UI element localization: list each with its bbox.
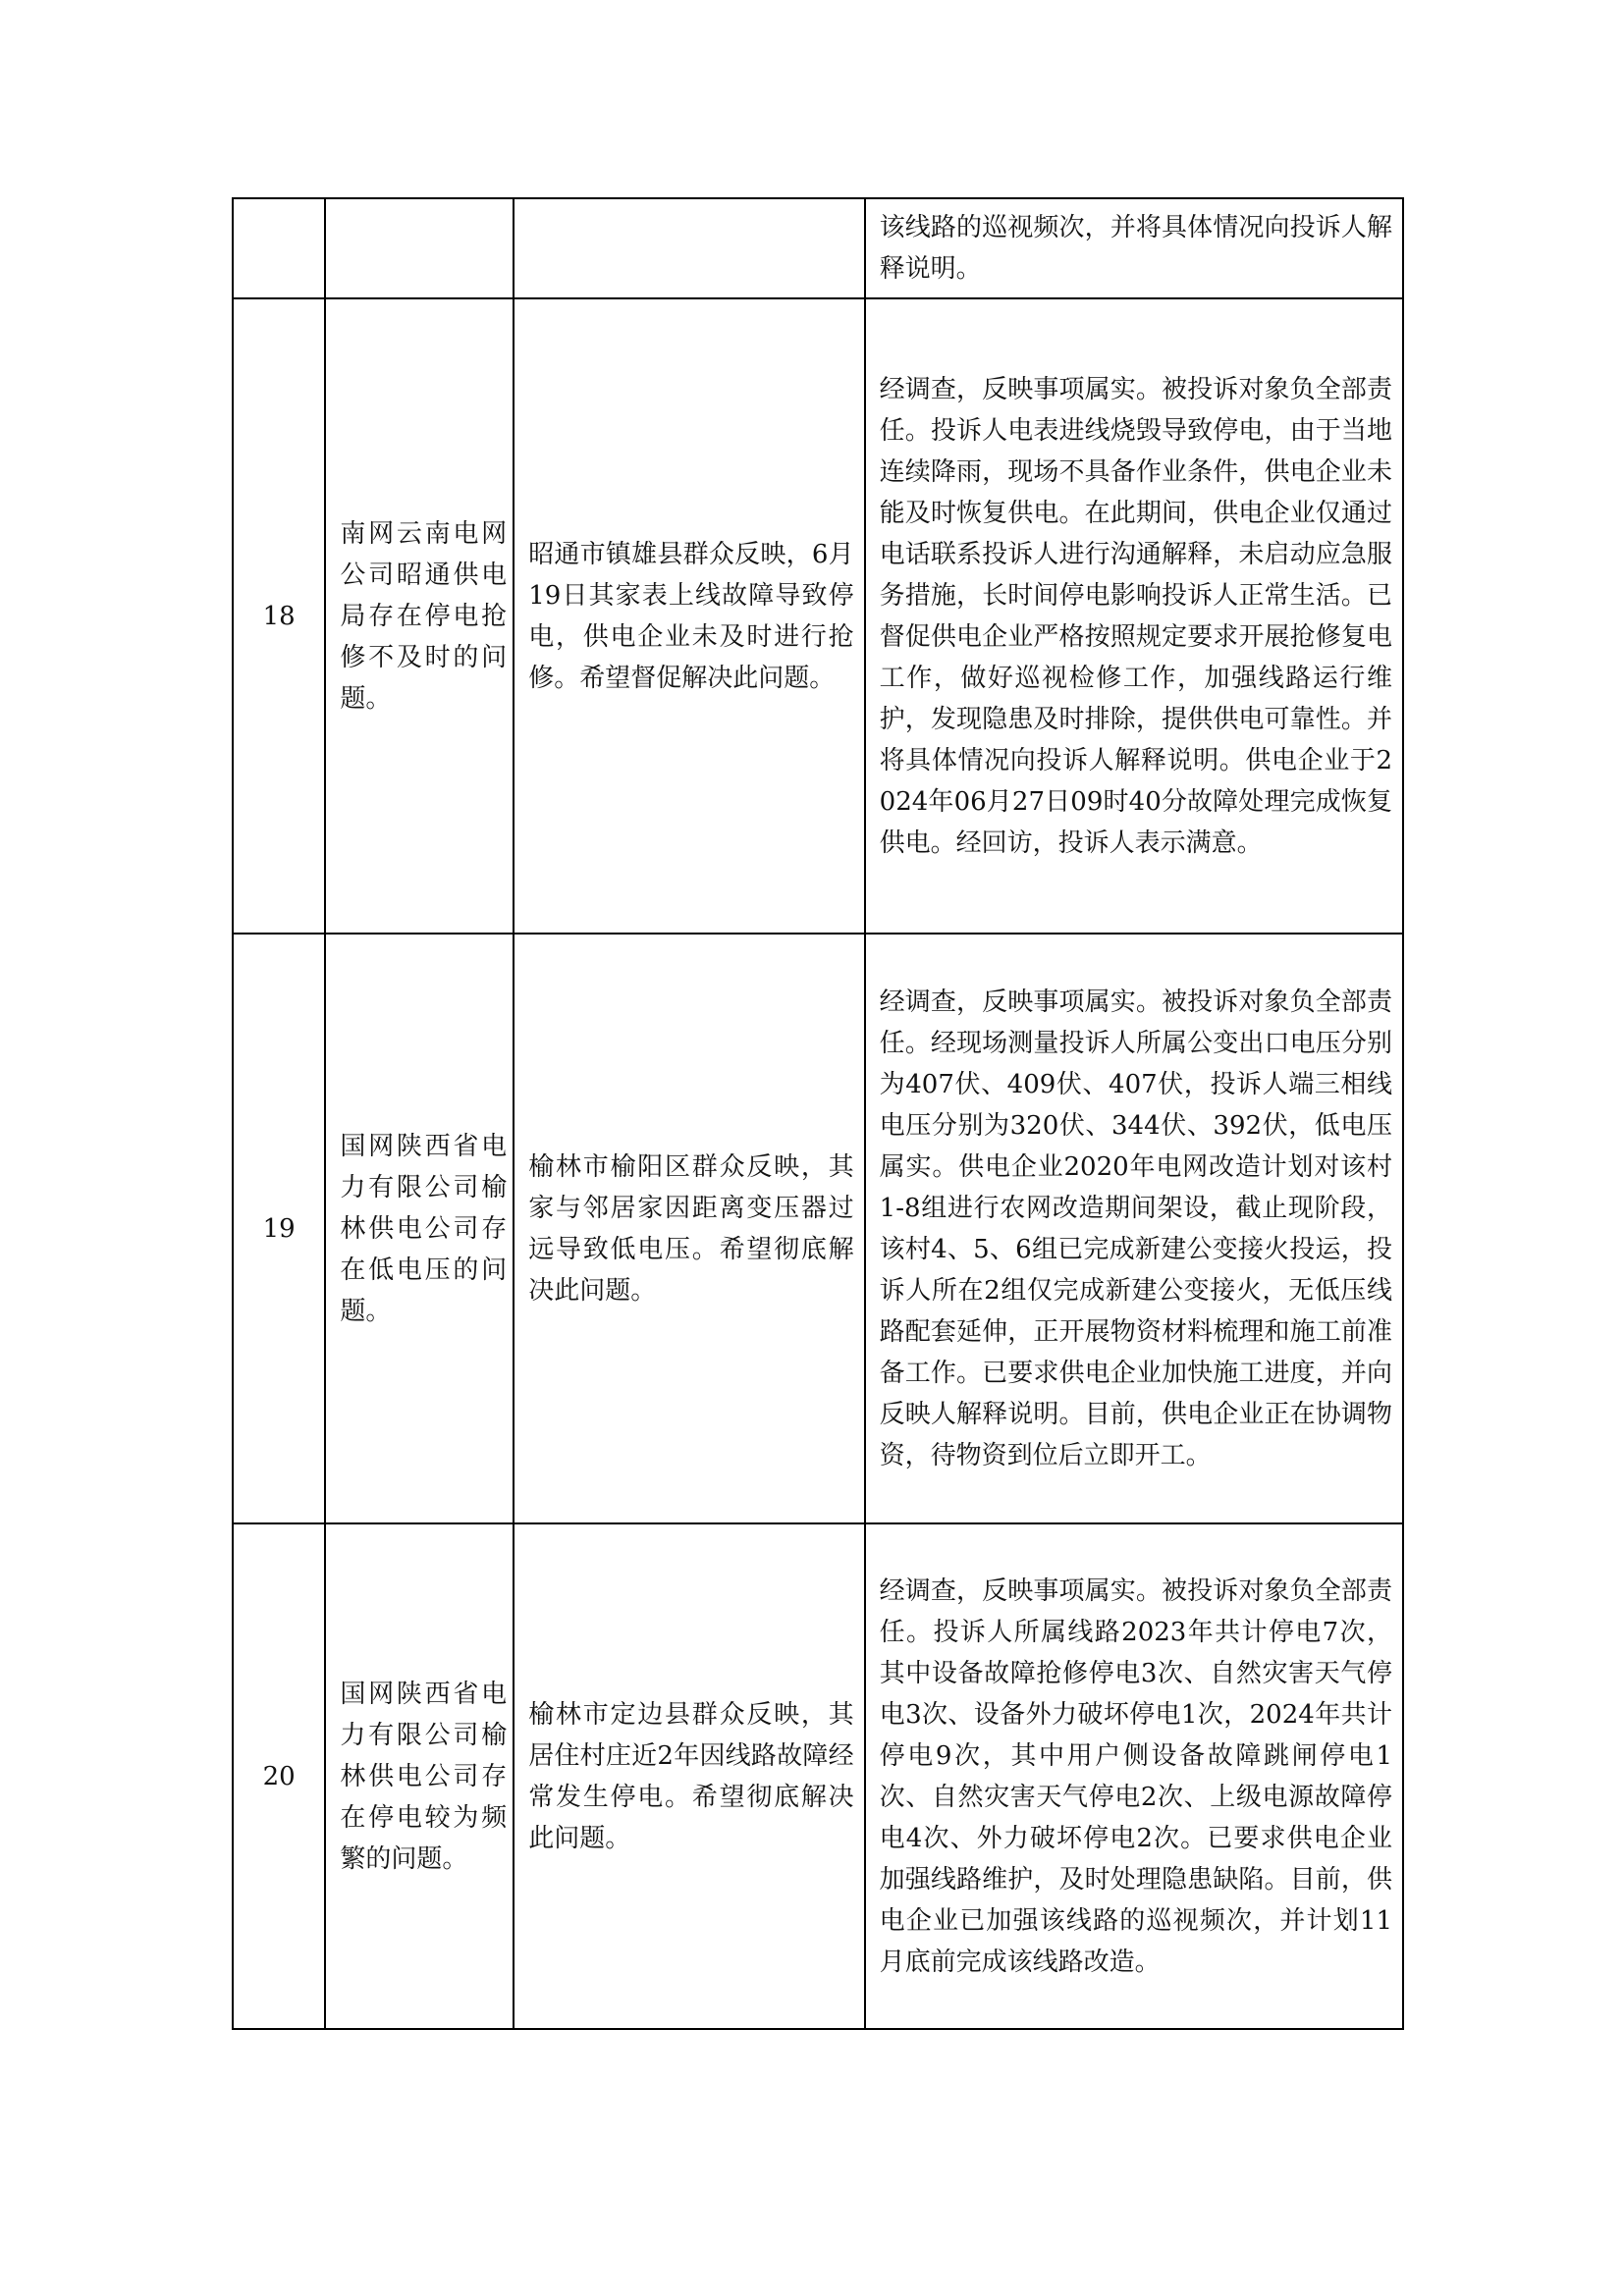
row-number-cell [233, 934, 325, 1523]
row-number: 20 [262, 1761, 296, 1791]
row-number-cell [233, 298, 325, 934]
issue-cell [514, 1523, 864, 2029]
complaint-target: 南网云南电网公司昭通供电局存在停电抢修不及时的问题。 [340, 518, 508, 714]
row-number-cell [233, 198, 325, 298]
table-row-18 [233, 298, 1403, 934]
target-cell [325, 934, 514, 1523]
handling-result: 经调查，反映事项属实。被投诉对象负全部责任。经现场测量投诉人所属公变出口电压分别为407伏、409伏、407伏，投诉人端三相线电压分别为320伏、344伏、392伏，低电压属实。供电企业2020年电网改造计划对该村1-8组进行农网改造期间架设，截止现阶段，该村4、5、6组已完成新建公变接火投运，投诉人所在2组仅完成新建公变接火，无低压线路配套延伸，正开展物资材料梳理和施工前准备工作。已要求供电企业加快施工进度，并向反映人解释说明。目前，供电企业正在协调物资，待物资到位后立即开工。 [879, 987, 1392, 1470]
issue-cell [514, 934, 864, 1523]
handling-result: 经调查，反映事项属实。被投诉对象负全部责任。投诉人电表进线烧毁导致停电，由于当地连续降雨，现场不具备作业条件，供电企业未能及时恢复供电。在此期间，供电企业仅通过电话联系投诉人进行沟通解释，未启动应急服务措施，长时间停电影响投诉人正常生活。已督促供电企业严格按照规定要求开展抢修复电工作，做好巡视检修工作，加强线路运行维护，发现隐患及时排除，提供供电可靠性。并将具体情况向投诉人解释说明。供电企业于2024年06月27日09时40分故障处理完成恢复供电。经回访，投诉人表示满意。 [879, 374, 1392, 858]
complaint-target: 国网陕西省电力有限公司榆林供电公司存在低电压的问题。 [340, 1131, 508, 1326]
row-number-cell [233, 1523, 325, 2029]
table-row-continued [233, 198, 1403, 298]
handling-result: 经调查，反映事项属实。被投诉对象负全部责任。投诉人所属线路2023年共计停电7次，其中设备故障抢修停电3次、自然灾害天气停电3次、设备外力破坏停电1次，2024年共计停电9次，其中用户侧设备故障跳闸停电1次、自然灾害天气停电2次、上级电源故障停电4次、外力破坏停电2次。已要求供电企业加强线路维护，及时处理隐患缺陷。目前，供电企业已加强该线路的巡视频次，并计划11月底前完成该线路改造。 [879, 1575, 1392, 1977]
table-row-20 [233, 1523, 1403, 2029]
issue-cell [514, 198, 864, 298]
result-cell [865, 298, 1403, 934]
target-cell [325, 198, 514, 298]
complaint-issue: 榆林市定边县群众反映，其居住村庄近2年因线路故障经常发生停电。希望彻底解决此问题。 [528, 1699, 854, 1853]
complaint-issue: 昭通市镇雄县群众反映，6月19日其家表上线故障导致停电，供电企业未及时进行抢修。希望督促解决此问题。 [528, 539, 854, 693]
row-number: 18 [262, 601, 296, 631]
result-cell [865, 198, 1403, 298]
issue-cell [514, 298, 864, 934]
complaint-table [232, 197, 1404, 2030]
result-cell [865, 934, 1403, 1523]
target-cell [325, 1523, 514, 2029]
result-cell [865, 1523, 1403, 2029]
table-row-19 [233, 934, 1403, 1523]
target-cell [325, 298, 514, 934]
row-number: 19 [262, 1213, 296, 1244]
handling-result: 该线路的巡视频次，并将具体情况向投诉人解释说明。 [879, 213, 1392, 284]
complaint-target: 国网陕西省电力有限公司榆林供电公司存在停电较为频繁的问题。 [340, 1679, 508, 1874]
complaint-issue: 榆林市榆阳区群众反映，其家与邻居家因距离变压器过远导致低电压。希望彻底解决此问题。 [528, 1151, 854, 1306]
